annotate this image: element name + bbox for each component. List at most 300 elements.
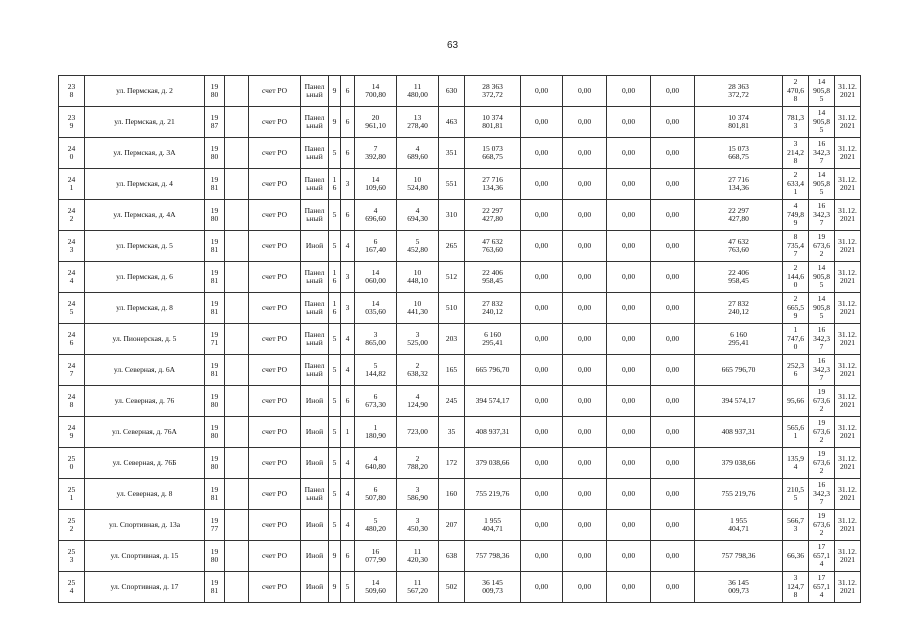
cell-limit-cost: 16 342,3 7 — [809, 355, 835, 386]
cell-c4: 0,00 — [651, 510, 695, 541]
cell-year: 19 80 — [205, 417, 225, 448]
cell-deadline: 31.12. 2021 — [835, 293, 861, 324]
cell-fund: счет РО — [249, 76, 301, 107]
cell-entrances: 4 — [341, 479, 355, 510]
cell-limit-cost: 14 905,8 5 — [809, 107, 835, 138]
cell-c5: 36 145 009,73 — [695, 572, 783, 603]
cell-c5: 22 297 427,80 — [695, 200, 783, 231]
cell-area-living: 3 525,00 — [397, 324, 439, 355]
cell-cost-total: 15 073 668,75 — [465, 138, 521, 169]
cell-unit-cost: 2 144,6 0 — [783, 262, 809, 293]
cell-c2: 0,00 — [563, 355, 607, 386]
cell-floors: 5 — [329, 138, 341, 169]
cell-fund: счет РО — [249, 200, 301, 231]
table-row — [59, 510, 861, 541]
cell-c1: 0,00 — [521, 572, 563, 603]
cell-no: 24 0 — [59, 138, 85, 169]
cell-year: 19 80 — [205, 386, 225, 417]
cell-c3: 0,00 — [607, 76, 651, 107]
cell-c1: 0,00 — [521, 76, 563, 107]
cell-residents: 207 — [439, 510, 465, 541]
cell-cost-total: 665 796,70 — [465, 355, 521, 386]
cell-wall: Иной — [301, 572, 329, 603]
cell-area-total: 1 180,90 — [355, 417, 397, 448]
cell-c4: 0,00 — [651, 324, 695, 355]
cell-no: 25 4 — [59, 572, 85, 603]
cell-wall: Иной — [301, 417, 329, 448]
cell-fund: счет РО — [249, 417, 301, 448]
cell-fund: счет РО — [249, 448, 301, 479]
cell-c5: 27 832 240,12 — [695, 293, 783, 324]
cell-no: 24 3 — [59, 231, 85, 262]
cell-wall: Иной — [301, 510, 329, 541]
cell-cost-total: 28 363 372,72 — [465, 76, 521, 107]
cell-c1: 0,00 — [521, 200, 563, 231]
cell-c4: 0,00 — [651, 355, 695, 386]
cell-c1: 0,00 — [521, 355, 563, 386]
cell-fund: счет РО — [249, 169, 301, 200]
cell-limit-cost: 14 905,8 5 — [809, 76, 835, 107]
page-number: 63 — [446, 40, 459, 51]
cell-c2: 0,00 — [563, 262, 607, 293]
cell-c4: 0,00 — [651, 107, 695, 138]
cell-entrances: 4 — [341, 448, 355, 479]
cell-area-total: 14 509,60 — [355, 572, 397, 603]
table-body — [59, 76, 861, 603]
cell-unit-cost: 2 470,6 8 — [783, 76, 809, 107]
cell-c1: 0,00 — [521, 479, 563, 510]
cell-wall: Панел ьный — [301, 479, 329, 510]
cell-empty — [225, 107, 249, 138]
cell-year: 19 80 — [205, 76, 225, 107]
cell-area-living: 2 788,20 — [397, 448, 439, 479]
cell-empty — [225, 200, 249, 231]
cell-area-living: 11 567,20 — [397, 572, 439, 603]
cell-c3: 0,00 — [607, 541, 651, 572]
cell-c3: 0,00 — [607, 479, 651, 510]
cell-area-living: 11 420,30 — [397, 541, 439, 572]
cell-c1: 0,00 — [521, 107, 563, 138]
cell-c4: 0,00 — [651, 76, 695, 107]
cell-area-living: 3 450,30 — [397, 510, 439, 541]
cell-limit-cost: 19 673,6 2 — [809, 448, 835, 479]
cell-area-total: 4 696,60 — [355, 200, 397, 231]
cell-c3: 0,00 — [607, 169, 651, 200]
cell-unit-cost: 566,7 3 — [783, 510, 809, 541]
cell-residents: 165 — [439, 355, 465, 386]
cell-wall: Иной — [301, 231, 329, 262]
cell-area-living: 3 586,90 — [397, 479, 439, 510]
cell-deadline: 31.12. 2021 — [835, 417, 861, 448]
cell-year: 19 80 — [205, 448, 225, 479]
cell-unit-cost: 565,6 1 — [783, 417, 809, 448]
cell-no: 25 2 — [59, 510, 85, 541]
cell-entrances: 4 — [341, 231, 355, 262]
cell-c1: 0,00 — [521, 169, 563, 200]
cell-c4: 0,00 — [651, 479, 695, 510]
cell-address: ул. Пермская, д. 8 — [85, 293, 205, 324]
cell-c2: 0,00 — [563, 417, 607, 448]
cell-c1: 0,00 — [521, 138, 563, 169]
cell-cost-total: 27 716 134,36 — [465, 169, 521, 200]
cell-c4: 0,00 — [651, 541, 695, 572]
cell-cost-total: 22 406 958,45 — [465, 262, 521, 293]
cell-no: 25 1 — [59, 479, 85, 510]
table-row — [59, 107, 861, 138]
cell-cost-total: 36 145 009,73 — [465, 572, 521, 603]
cell-year: 19 81 — [205, 169, 225, 200]
cell-address: ул. Северная, д. 76 — [85, 386, 205, 417]
cell-residents: 638 — [439, 541, 465, 572]
cell-unit-cost: 3 214,2 8 — [783, 138, 809, 169]
cell-entrances: 6 — [341, 541, 355, 572]
cell-empty — [225, 324, 249, 355]
cell-c5: 47 632 763,60 — [695, 231, 783, 262]
cell-c3: 0,00 — [607, 355, 651, 386]
cell-cost-total: 22 297 427,80 — [465, 200, 521, 231]
cell-area-total: 14 700,80 — [355, 76, 397, 107]
cell-no: 24 4 — [59, 262, 85, 293]
cell-c2: 0,00 — [563, 541, 607, 572]
cell-year: 19 80 — [205, 200, 225, 231]
table-row — [59, 541, 861, 572]
cell-unit-cost: 2 633,4 1 — [783, 169, 809, 200]
cell-area-living: 13 278,40 — [397, 107, 439, 138]
cell-deadline: 31.12. 2021 — [835, 479, 861, 510]
cell-fund: счет РО — [249, 479, 301, 510]
cell-floors: 5 — [329, 479, 341, 510]
cell-limit-cost: 16 342,3 7 — [809, 479, 835, 510]
cell-deadline: 31.12. 2021 — [835, 572, 861, 603]
cell-residents: 502 — [439, 572, 465, 603]
cell-floors: 5 — [329, 324, 341, 355]
cell-c1: 0,00 — [521, 417, 563, 448]
cell-year: 19 81 — [205, 231, 225, 262]
cell-residents: 160 — [439, 479, 465, 510]
cell-residents: 35 — [439, 417, 465, 448]
cell-c4: 0,00 — [651, 572, 695, 603]
cell-entrances: 5 — [341, 572, 355, 603]
cell-address: ул. Спортивная, д. 17 — [85, 572, 205, 603]
cell-unit-cost: 4 749,8 9 — [783, 200, 809, 231]
cell-unit-cost: 210,5 5 — [783, 479, 809, 510]
cell-year: 19 81 — [205, 355, 225, 386]
cell-address: ул. Пермская, д. 3А — [85, 138, 205, 169]
cell-fund: счет РО — [249, 262, 301, 293]
cell-empty — [225, 138, 249, 169]
cell-empty — [225, 479, 249, 510]
cell-cost-total: 27 832 240,12 — [465, 293, 521, 324]
cell-cost-total: 394 574,17 — [465, 386, 521, 417]
cell-area-total: 4 640,80 — [355, 448, 397, 479]
cell-year: 19 81 — [205, 262, 225, 293]
cell-wall: Панел ьный — [301, 262, 329, 293]
cell-c3: 0,00 — [607, 107, 651, 138]
cell-area-total: 14 060,00 — [355, 262, 397, 293]
cell-limit-cost: 19 673,6 2 — [809, 510, 835, 541]
cell-unit-cost: 8 735,4 7 — [783, 231, 809, 262]
cell-c2: 0,00 — [563, 200, 607, 231]
cell-c2: 0,00 — [563, 107, 607, 138]
cell-address: ул. Северная, д. 6А — [85, 355, 205, 386]
cell-entrances: 6 — [341, 200, 355, 231]
cell-area-living: 2 638,32 — [397, 355, 439, 386]
cell-wall: Иной — [301, 448, 329, 479]
cell-residents: 351 — [439, 138, 465, 169]
cell-cost-total: 1 955 404,71 — [465, 510, 521, 541]
cell-residents: 551 — [439, 169, 465, 200]
table-row — [59, 448, 861, 479]
cell-address: ул. Северная, д. 76А — [85, 417, 205, 448]
cell-area-living: 723,00 — [397, 417, 439, 448]
cell-c4: 0,00 — [651, 417, 695, 448]
cell-deadline: 31.12. 2021 — [835, 76, 861, 107]
cell-address: ул. Пермская, д. 4 — [85, 169, 205, 200]
cell-c2: 0,00 — [563, 479, 607, 510]
cell-area-living: 5 452,80 — [397, 231, 439, 262]
cell-area-total: 6 167,40 — [355, 231, 397, 262]
cell-limit-cost: 17 657,1 4 — [809, 572, 835, 603]
table-row — [59, 262, 861, 293]
cell-c5: 408 937,31 — [695, 417, 783, 448]
cell-c1: 0,00 — [521, 293, 563, 324]
cell-c3: 0,00 — [607, 200, 651, 231]
cell-c4: 0,00 — [651, 169, 695, 200]
cell-c1: 0,00 — [521, 510, 563, 541]
cell-area-total: 5 480,20 — [355, 510, 397, 541]
cell-area-total: 7 392,80 — [355, 138, 397, 169]
cell-area-total: 14 035,60 — [355, 293, 397, 324]
cell-floors: 9 — [329, 572, 341, 603]
cell-c5: 394 574,17 — [695, 386, 783, 417]
cell-area-living: 4 124,90 — [397, 386, 439, 417]
cell-empty — [225, 293, 249, 324]
cell-fund: счет РО — [249, 293, 301, 324]
cell-c4: 0,00 — [651, 138, 695, 169]
cell-c2: 0,00 — [563, 510, 607, 541]
table-row — [59, 231, 861, 262]
cell-no: 25 0 — [59, 448, 85, 479]
cell-c2: 0,00 — [563, 293, 607, 324]
cell-c2: 0,00 — [563, 324, 607, 355]
cell-residents: 310 — [439, 200, 465, 231]
cell-floors: 5 — [329, 448, 341, 479]
cell-unit-cost: 66,36 — [783, 541, 809, 572]
table-row — [59, 572, 861, 603]
cell-year: 19 77 — [205, 510, 225, 541]
table-row — [59, 324, 861, 355]
cell-c4: 0,00 — [651, 386, 695, 417]
cell-c2: 0,00 — [563, 386, 607, 417]
table-row — [59, 200, 861, 231]
cell-residents: 245 — [439, 386, 465, 417]
table-row — [59, 169, 861, 200]
cell-unit-cost: 781,3 3 — [783, 107, 809, 138]
table-row — [59, 293, 861, 324]
cell-area-total: 20 961,10 — [355, 107, 397, 138]
cell-c3: 0,00 — [607, 572, 651, 603]
cell-limit-cost: 16 342,3 7 — [809, 200, 835, 231]
cell-floors: 5 — [329, 200, 341, 231]
cell-wall: Панел ьный — [301, 169, 329, 200]
cell-c2: 0,00 — [563, 448, 607, 479]
cell-c2: 0,00 — [563, 169, 607, 200]
cell-floors: 1 6 — [329, 169, 341, 200]
cell-entrances: 6 — [341, 76, 355, 107]
cell-no: 24 8 — [59, 386, 85, 417]
cell-no: 23 8 — [59, 76, 85, 107]
cell-entrances: 4 — [341, 324, 355, 355]
table-row — [59, 138, 861, 169]
cell-floors: 5 — [329, 386, 341, 417]
cell-cost-total: 755 219,76 — [465, 479, 521, 510]
cell-empty — [225, 355, 249, 386]
cell-wall: Панел ьный — [301, 293, 329, 324]
cell-cost-total: 10 374 801,81 — [465, 107, 521, 138]
cell-wall: Панел ьный — [301, 200, 329, 231]
cell-year: 19 71 — [205, 324, 225, 355]
cell-fund: счет РО — [249, 510, 301, 541]
capital-repair-table — [58, 75, 861, 603]
cell-c5: 379 038,66 — [695, 448, 783, 479]
cell-address: ул. Пермская, д. 21 — [85, 107, 205, 138]
cell-c3: 0,00 — [607, 138, 651, 169]
cell-deadline: 31.12. 2021 — [835, 107, 861, 138]
cell-c5: 1 955 404,71 — [695, 510, 783, 541]
cell-c3: 0,00 — [607, 417, 651, 448]
cell-deadline: 31.12. 2021 — [835, 262, 861, 293]
cell-year: 19 80 — [205, 138, 225, 169]
cell-year: 19 81 — [205, 572, 225, 603]
table-row — [59, 76, 861, 107]
cell-c4: 0,00 — [651, 200, 695, 231]
cell-no: 23 9 — [59, 107, 85, 138]
cell-entrances: 3 — [341, 169, 355, 200]
cell-address: ул. Спортивная, д. 13а — [85, 510, 205, 541]
cell-cost-total: 47 632 763,60 — [465, 231, 521, 262]
cell-wall: Иной — [301, 386, 329, 417]
cell-c5: 6 160 295,41 — [695, 324, 783, 355]
cell-cost-total: 379 038,66 — [465, 448, 521, 479]
cell-c4: 0,00 — [651, 448, 695, 479]
cell-deadline: 31.12. 2021 — [835, 510, 861, 541]
cell-floors: 9 — [329, 107, 341, 138]
cell-deadline: 31.12. 2021 — [835, 386, 861, 417]
cell-c3: 0,00 — [607, 386, 651, 417]
cell-no: 24 1 — [59, 169, 85, 200]
cell-unit-cost: 3 124,7 8 — [783, 572, 809, 603]
cell-c4: 0,00 — [651, 293, 695, 324]
cell-c5: 15 073 668,75 — [695, 138, 783, 169]
cell-cost-total: 408 937,31 — [465, 417, 521, 448]
cell-address: ул. Северная, д. 76Б — [85, 448, 205, 479]
cell-empty — [225, 417, 249, 448]
table-row — [59, 479, 861, 510]
cell-wall: Панел ьный — [301, 76, 329, 107]
cell-c1: 0,00 — [521, 231, 563, 262]
cell-area-total: 5 144,82 — [355, 355, 397, 386]
cell-unit-cost: 95,66 — [783, 386, 809, 417]
cell-fund: счет РО — [249, 386, 301, 417]
cell-area-total: 14 109,60 — [355, 169, 397, 200]
cell-floors: 1 6 — [329, 293, 341, 324]
cell-entrances: 3 — [341, 293, 355, 324]
cell-residents: 630 — [439, 76, 465, 107]
cell-wall: Иной — [301, 541, 329, 572]
cell-cost-total: 6 160 295,41 — [465, 324, 521, 355]
cell-area-living: 10 448,10 — [397, 262, 439, 293]
cell-empty — [225, 510, 249, 541]
cell-c3: 0,00 — [607, 324, 651, 355]
cell-fund: счет РО — [249, 107, 301, 138]
cell-floors: 5 — [329, 417, 341, 448]
cell-empty — [225, 572, 249, 603]
cell-area-living: 10 524,80 — [397, 169, 439, 200]
cell-deadline: 31.12. 2021 — [835, 138, 861, 169]
cell-empty — [225, 448, 249, 479]
cell-c1: 0,00 — [521, 324, 563, 355]
cell-deadline: 31.12. 2021 — [835, 324, 861, 355]
cell-c3: 0,00 — [607, 293, 651, 324]
cell-area-total: 6 673,30 — [355, 386, 397, 417]
cell-no: 24 2 — [59, 200, 85, 231]
cell-c2: 0,00 — [563, 572, 607, 603]
cell-residents: 463 — [439, 107, 465, 138]
cell-c5: 27 716 134,36 — [695, 169, 783, 200]
cell-limit-cost: 19 673,6 2 — [809, 386, 835, 417]
cell-cost-total: 757 798,36 — [465, 541, 521, 572]
cell-c5: 755 219,76 — [695, 479, 783, 510]
cell-deadline: 31.12. 2021 — [835, 200, 861, 231]
cell-address: ул. Северная, д. 8 — [85, 479, 205, 510]
cell-area-total: 3 865,00 — [355, 324, 397, 355]
table-row — [59, 386, 861, 417]
cell-empty — [225, 541, 249, 572]
cell-year: 19 87 — [205, 107, 225, 138]
table-row — [59, 417, 861, 448]
cell-fund: счет РО — [249, 138, 301, 169]
cell-c5: 665 796,70 — [695, 355, 783, 386]
cell-c1: 0,00 — [521, 386, 563, 417]
cell-address: ул. Пермская, д. 2 — [85, 76, 205, 107]
cell-entrances: 3 — [341, 262, 355, 293]
cell-empty — [225, 231, 249, 262]
cell-c2: 0,00 — [563, 231, 607, 262]
cell-fund: счет РО — [249, 324, 301, 355]
cell-c1: 0,00 — [521, 262, 563, 293]
cell-unit-cost: 2 665,5 9 — [783, 293, 809, 324]
cell-empty — [225, 169, 249, 200]
cell-c3: 0,00 — [607, 510, 651, 541]
cell-no: 24 5 — [59, 293, 85, 324]
cell-empty — [225, 76, 249, 107]
cell-entrances: 1 — [341, 417, 355, 448]
cell-fund: счет РО — [249, 541, 301, 572]
cell-entrances: 4 — [341, 510, 355, 541]
cell-wall: Панел ьный — [301, 355, 329, 386]
cell-area-living: 4 694,30 — [397, 200, 439, 231]
cell-floors: 9 — [329, 541, 341, 572]
cell-unit-cost: 252,3 6 — [783, 355, 809, 386]
cell-entrances: 6 — [341, 386, 355, 417]
cell-entrances: 6 — [341, 107, 355, 138]
cell-no: 25 3 — [59, 541, 85, 572]
cell-wall: Панел ьный — [301, 324, 329, 355]
cell-residents: 172 — [439, 448, 465, 479]
cell-c3: 0,00 — [607, 262, 651, 293]
cell-entrances: 6 — [341, 138, 355, 169]
cell-floors: 9 — [329, 76, 341, 107]
